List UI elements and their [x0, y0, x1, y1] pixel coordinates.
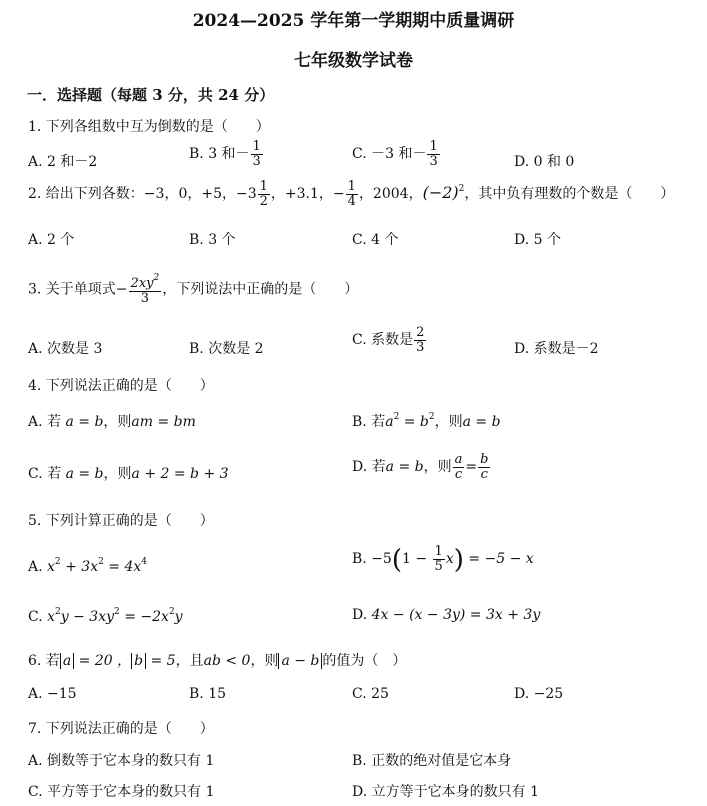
q3-option-c: C. 系数是 $\frac{2}{3}$	[352, 325, 425, 355]
q7-option-a: A. 倒数等于它本身的数只有 1	[28, 753, 215, 769]
q5-option-d: D. 4x − (x − 3y) = 3x + 3y	[352, 607, 541, 623]
q5-option-a: A. $x^2 + 3x^2 = 4x^4$	[28, 557, 147, 575]
q3-option-d: D. 系数是－2	[514, 341, 599, 357]
exam-subtitle: 七年级数学试卷	[294, 51, 413, 71]
q6-option-c: C. 25	[352, 686, 389, 702]
exam-title: 2024—2025 学年第一学期期中质量调研	[192, 11, 515, 31]
q1-option-a: A. 2 和－2	[28, 154, 98, 170]
q1-option-b: B. 3 和－ $\frac{1}{3}$	[189, 139, 261, 169]
q1-option-c: C. －3 和－ $\frac{1}{3}$	[352, 139, 438, 169]
q2-option-a: A. 2 个	[28, 232, 75, 248]
q5-option-c: C. $x^2y - 3xy^2 = -2x^2y$	[28, 607, 183, 625]
q6-option-a: A. −15	[28, 686, 77, 702]
q6-option-b: B. 15	[189, 686, 227, 702]
question-2-stem: 2. 给出下列各数：−3，0，+5，−3 $\frac{1}{2}$ ，+3.1，− $\frac{1}{4}$ ，2004，$(-2)^2$，其中负有理数的个数是（ ）	[28, 179, 675, 209]
question-5-stem: 5. 下列计算正确的是（ ）	[28, 513, 214, 529]
question-1-stem: 1. 下列各组数中互为倒数的是（ ）	[28, 119, 270, 135]
q4-option-a: A. 若 a = b，则am = bm	[28, 414, 196, 430]
q4-option-b: B. 若$a^2 = b^2$，则a = b	[352, 412, 501, 430]
q2-option-d: D. 5 个	[514, 232, 561, 248]
q4-option-d: D. 若a = b，则 $\frac{a}{c}$ = $\frac{b}{c}$	[352, 452, 489, 482]
question-3-stem: 3. 关于单项式− $\frac{2xy^2}{3}$ ，下列说法中正确的是（ ）	[28, 273, 359, 306]
q5-option-b: B. −5(1 − $\frac{1}{5}$ x) = −5 − x	[352, 544, 534, 576]
q7-option-c: C. 平方等于它本身的数只有 1	[28, 784, 215, 800]
q7-option-d: D. 立方等于它本身的数只有 1	[352, 784, 539, 800]
q6-option-d: D. −25	[514, 686, 564, 702]
q4-option-c: C. 若 a = b，则a + 2 = b + 3	[28, 466, 229, 482]
q7-option-b: B. 正数的绝对值是它本身	[352, 753, 512, 769]
section-heading: 一．选择题（每题 3 分，共 24 分）	[27, 86, 275, 104]
question-4-stem: 4. 下列说法正确的是（ ）	[28, 378, 214, 394]
question-7-stem: 7. 下列说法正确的是（ ）	[28, 721, 214, 737]
q2-option-b: B. 3 个	[189, 232, 236, 248]
question-6-stem: 6. 若 a = 20 ， b = 5，且ab < 0，则 a − b 的值为（ ）	[28, 653, 407, 669]
q3-option-a: A. 次数是 3	[28, 341, 103, 357]
q3-option-b: B. 次数是 2	[189, 341, 264, 357]
q2-option-c: C. 4 个	[352, 232, 399, 248]
q1-option-d: D. 0 和 0	[514, 154, 575, 170]
